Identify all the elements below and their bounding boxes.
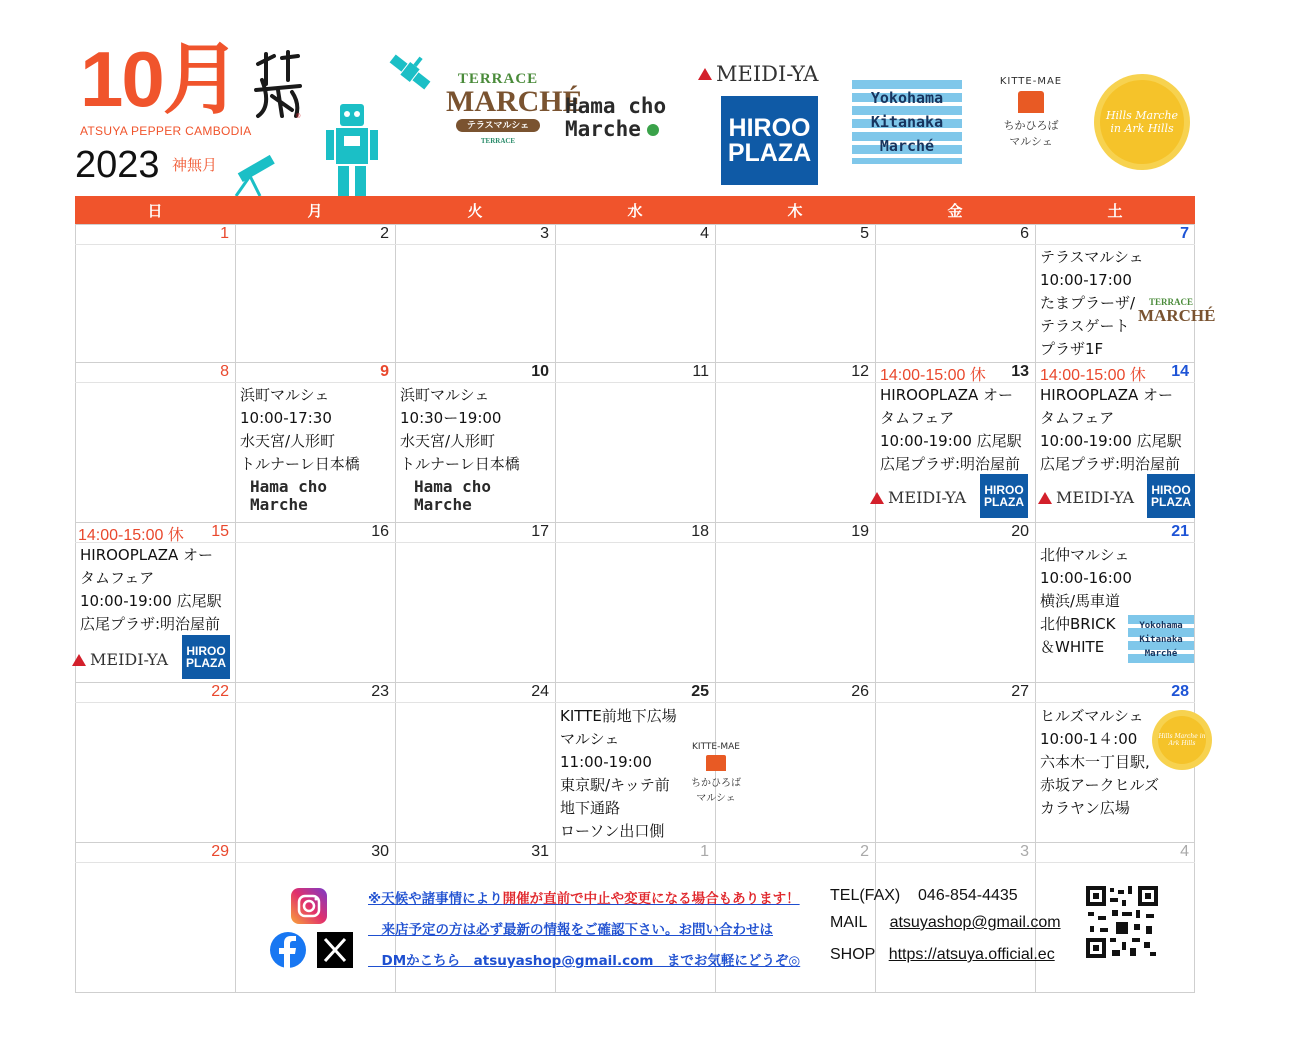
day-number: 7 [1180, 225, 1189, 242]
robot-icon [322, 104, 382, 200]
month-title: 10月 [80, 35, 239, 123]
day-number: 19 [851, 523, 869, 540]
event-day-25: KITTE前地下広場 マルシェ 11:00-19:00 東京駅/キッテ前 地下通路 ローソン出口側 [560, 707, 677, 840]
instagram-icon[interactable] [291, 888, 327, 924]
hills-marche-logo: Hills Marche in Ark Hills [1100, 80, 1184, 164]
weekday-header-6: 土 [1035, 196, 1195, 224]
yokohama-kitanaka-marche-logo-21: Yokohama Kitanaka Marché [1128, 615, 1194, 665]
day-number: 28 [1171, 683, 1189, 700]
day-number: 2 [860, 843, 869, 860]
weekday-header-0: 日 [75, 196, 235, 224]
notice-text: ※天候や諸事情により開催が直前で中止や変更になる場合もあります！ 来店予定の方は必ず最新の情報をご確認下さい。お問い合わせは DMかこちら atsuyashop@gmail.com までお気軽にどうぞ◎ [368, 884, 800, 977]
day-number: 20 [1011, 523, 1029, 540]
year-label: 2023 [75, 144, 160, 186]
day-number: 4 [700, 225, 709, 242]
grid-column-line [555, 224, 556, 993]
qr-code[interactable] [1086, 886, 1158, 958]
email-link[interactable]: atsuyashop@gmail.com [889, 914, 1061, 931]
meidiya-triangle-icon [870, 492, 884, 504]
calendar-grid [75, 196, 1195, 993]
meidiya-triangle-icon [72, 654, 86, 666]
grid-column-line [875, 224, 876, 993]
day-number: 18 [691, 523, 709, 540]
shop-url-link[interactable]: https://atsuya.official.ec [888, 946, 1055, 963]
hiroo-plaza-logo: HIROO PLAZA [721, 96, 818, 185]
day-number: 27 [1011, 683, 1029, 700]
day-number: 4 [1180, 843, 1189, 860]
event-day-10: 浜町マルシェ 10:30ー19:00 水天宮/人形町 トルナーレ日本橋 [400, 386, 520, 473]
brand-name: ATSUYA PEPPER CAMBODIA [80, 124, 252, 138]
day-number: 13 [1011, 363, 1029, 380]
day-number: 17 [531, 523, 549, 540]
yokohama-kitanaka-marche-logo: Yokohama Kitanaka Marché [852, 80, 962, 164]
event-day-21: 北仲マルシェ 10:00-16:00 横浜/馬車道 北仲BRICK ＆WHITE [1040, 546, 1132, 656]
event-day-13: HIROOPLAZA オー タムフェア 10:00-19:00 広尾駅 広尾プラザ:明治屋前 [880, 386, 1022, 473]
contact-info: TEL(FAX) 046-854-4435 MAIL atsuyashop@gmail.com SHOP https://atsuya.official.ec [830, 887, 1061, 963]
meidiya-logo-13: MEIDI-YA [870, 488, 966, 507]
hiroo-plaza-logo-15: HIROO PLAZA [182, 635, 230, 679]
day-number: 6 [1020, 225, 1029, 242]
svg-text:®: ® [296, 114, 301, 120]
day-number: 23 [371, 683, 389, 700]
event-day-9: 浜町マルシェ 10:00-17:30 水天宮/人形町 トルナーレ日本橋 [240, 386, 360, 473]
grid-column-line [235, 224, 236, 993]
day-number: 2 [380, 225, 389, 242]
grid-column-line [1035, 224, 1036, 993]
terrace-marche-logo-small: TERRACE MARCHÉ [1138, 297, 1216, 325]
weekday-header-3: 水 [555, 196, 715, 224]
day-number: 21 [1171, 523, 1189, 540]
day-number: 11 [692, 363, 709, 380]
grid-subrow-line [75, 862, 1195, 863]
day-number: 5 [860, 225, 869, 242]
meidiya-logo: MEIDI-YA [698, 62, 818, 86]
event-day-14: HIROOPLAZA オー タムフェア 10:00-19:00 広尾駅 広尾プラザ:明治屋前 [1040, 386, 1182, 473]
day-number: 26 [851, 683, 869, 700]
event-day-15: HIROOPLAZA オー タムフェア 10:00-19:00 広尾駅 広尾プラザ:明治屋前 [80, 546, 222, 633]
grid-column-line [715, 224, 716, 993]
day-number: 1 [220, 225, 229, 242]
sprout-house-icon [1018, 91, 1044, 113]
hiroo-plaza-logo-13: HIROO PLAZA [980, 474, 1028, 518]
grid-subrow-line [75, 702, 1195, 703]
kitte-mae-marche-logo-25: KITTE-MAE ちかひろば マルシェ [691, 742, 741, 804]
closed-time-note-13: 14:00-15:00 休 [880, 367, 986, 384]
day-number: 12 [851, 363, 869, 380]
weekday-header-1: 月 [235, 196, 395, 224]
event-day-28: ヒルズマルシェ 10:00-1４:00 六本木一丁目駅, 赤坂アークヒルズ カラヤン広場 [1040, 707, 1160, 817]
event-day-7: テラスマルシェ 10:00-17:00 たまプラーザ/ テラスゲート プラザ1F [1040, 248, 1144, 358]
meidiya-triangle-icon [698, 68, 712, 80]
weekday-header-2: 火 [395, 196, 555, 224]
grid-column-line [1194, 224, 1195, 993]
day-number: 15 [211, 523, 229, 540]
hills-marche-logo-28: Hills Marche in Ark Hills [1158, 716, 1206, 764]
weekday-header-5: 金 [875, 196, 1035, 224]
grid-column-line [395, 224, 396, 993]
meidiya-triangle-icon [1038, 492, 1052, 504]
contact-email-link[interactable]: DMかこちら atsuyashop@gmail.com までお気軽にどうぞ◎ [368, 953, 801, 969]
weekday-header-4: 木 [715, 196, 875, 224]
grid-subrow-line [75, 244, 1195, 245]
day-number: 3 [1020, 843, 1029, 860]
x-icon[interactable] [317, 932, 353, 968]
day-number: 29 [211, 843, 229, 860]
day-number: 9 [380, 363, 389, 380]
closed-time-note-14: 14:00-15:00 休 [1040, 367, 1146, 384]
day-number: 31 [531, 843, 549, 860]
grid-column-line [75, 224, 76, 993]
day-number: 24 [531, 683, 549, 700]
telescope-icon [230, 150, 276, 196]
day-number: 22 [211, 683, 229, 700]
satellite-icon [388, 50, 432, 94]
grid-subrow-line [75, 542, 1195, 543]
day-number: 16 [371, 523, 389, 540]
meidiya-logo-15: MEIDI-YA [72, 650, 168, 669]
grid-row-line [75, 992, 1195, 993]
terrace-marche-logo: TERRACE MARCHÉ テラスマルシェ TERRACE [446, 71, 583, 145]
kitte-mae-marche-logo: KITTE-MAE ちかひろば マルシェ [999, 76, 1063, 148]
facebook-icon[interactable] [270, 932, 306, 968]
day-number: 1 [700, 843, 709, 860]
phone-number: 046-854-4435 [918, 887, 1018, 904]
hamacho-marche-logo-9: Hama cho Marche [250, 477, 328, 514]
sprout-house-icon [706, 755, 726, 771]
grid-subrow-line [75, 382, 1195, 383]
day-number: 30 [371, 843, 389, 860]
japanese-month-label: 神無月 [172, 156, 218, 174]
day-number: 3 [540, 225, 549, 242]
hamacho-marche-logo: Hama cho Marche [565, 94, 667, 142]
day-number: 8 [220, 363, 229, 380]
tree-icon [647, 124, 659, 136]
day-number: 14 [1171, 363, 1189, 380]
day-number: 25 [691, 683, 709, 700]
hiroo-plaza-logo-14: HIROO PLAZA [1147, 474, 1195, 518]
atsuya-logo-mark [252, 50, 304, 120]
hamacho-marche-logo-10: Hama cho Marche [414, 477, 492, 514]
day-number: 10 [531, 363, 549, 380]
meidiya-logo-14: MEIDI-YA [1038, 488, 1134, 507]
closed-time-note-15: 14:00-15:00 休 [78, 527, 184, 544]
